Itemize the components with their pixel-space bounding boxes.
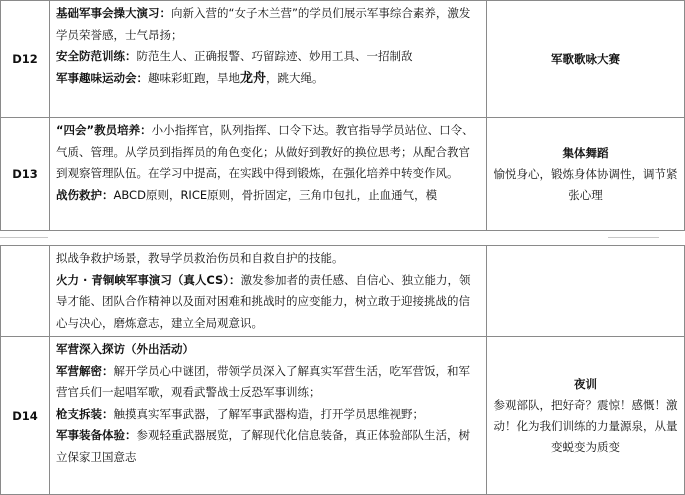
- list-item: [56, 120, 480, 185]
- item-text: ABCD原则，RICE原则，骨折固定，三角巾包扎，止血通气，模: [113, 187, 438, 202]
- page-break-line: [0, 237, 48, 238]
- page-break: [0, 231, 659, 245]
- list-item: [56, 185, 480, 207]
- item-text: 防范生人、正确报警、巧留踪迹、妙用工具、一招制敌: [136, 49, 413, 63]
- list-item: [56, 361, 480, 404]
- day-cell: D14: [1, 337, 50, 495]
- activity-cell: [487, 337, 685, 495]
- page-break-line: [608, 237, 659, 238]
- schedule-page-1: [0, 0, 678, 231]
- item-heading: 战伤救护：: [56, 187, 114, 202]
- schedule-table-page-1: [0, 0, 685, 231]
- item-text: 向新入营的“女子木兰营”的学员们展示军事综合素养，激发学员荣誉感，士气昂扬；: [56, 6, 471, 42]
- list-item: [56, 46, 480, 68]
- list-item: [56, 68, 480, 90]
- content-cell: [50, 1, 487, 118]
- item-text: 拟战争救护场景，教导学员救治伤员和自救自护的技能。: [56, 251, 344, 265]
- item-heading: 基础军事会操大演习：: [56, 6, 171, 20]
- activity-title: 夜训: [574, 376, 597, 391]
- table-row: [1, 246, 685, 337]
- list-item: [56, 248, 480, 270]
- item-heading: 军营深入探访（外出活动）: [56, 342, 194, 356]
- activity-cell: [487, 1, 685, 118]
- item-text-tail: ，跳大绳。: [266, 70, 324, 85]
- table-row: [1, 118, 685, 231]
- item-heading: 火力 · 青铜峡军事演习（真人CS）：: [56, 272, 241, 287]
- item-heading: 枪支拆装：: [56, 406, 114, 421]
- activity-title: 集体舞蹈: [562, 145, 609, 160]
- schedule-page-2: [0, 245, 678, 495]
- item-text: 参观轻重武器展览，了解现代化信息装备，真正体验部队生活，树立保家卫国意志: [56, 428, 470, 464]
- activity-description: 参观部队，把好奇？震惊！感慨！激动！化为我们训练的力量源泉，从量变蜕变为质变: [493, 397, 678, 454]
- item-text: 触摸真实军事武器，了解军事武器构造，打开学员思维视野；: [113, 406, 424, 421]
- item-heading: “四会”教员培养：: [56, 123, 152, 137]
- activity-description: 愉悦身心，锻炼身体协调性，调节紧张心理: [493, 166, 678, 202]
- content-cell: [50, 118, 487, 231]
- schedule-table-page-2: [0, 245, 685, 495]
- item-heading: 军事趣味运动会：: [56, 70, 148, 85]
- item-emphasis: 龙舟: [240, 70, 267, 86]
- list-item: [56, 270, 480, 335]
- list-item: [56, 339, 480, 361]
- list-item: [56, 404, 480, 426]
- activity-cell: [487, 246, 685, 337]
- day-cell: D12: [1, 1, 50, 118]
- list-item: [56, 3, 480, 46]
- item-heading: 安全防范训练：: [56, 49, 137, 63]
- table-row: [1, 1, 685, 118]
- content-cell: [50, 337, 487, 495]
- content-cell: [50, 246, 487, 337]
- table-row: [1, 337, 685, 495]
- day-cell: [1, 246, 50, 337]
- item-text: 小小指挥官，队列指挥、口令下达。教官指导学员站位、口令、气质、管理。从学员到指挥员的角色变化；从做好到教好的换位思考；从配合教官到观察管理队伍。在学习中提高，在实践中得到锻炼，在强化培养中转变作风。: [56, 123, 474, 180]
- item-text: 激发参加者的责任感、自信心、独立能力，领导才能、团队合作精神以及面对困难和挑战时的应变能力，树立敢于迎接挑战的信心与决心，磨炼意志，建立全局观意识。: [56, 272, 471, 330]
- item-heading: 军事装备体验：: [56, 428, 137, 442]
- item-text: 趣味彩虹跑，旱地: [148, 70, 240, 85]
- day-cell: D13: [1, 118, 50, 231]
- activity-title: 军歌歌咏大赛: [551, 51, 620, 66]
- activity-cell: [487, 118, 685, 231]
- item-heading: 军营解密：: [56, 363, 114, 378]
- list-item: [56, 425, 480, 468]
- item-text: 解开学员心中谜团，带领学员深入了解真实军营生活，吃军营饭，和军营官兵们一起唱军歌，观看武警战士反恐军事训练；: [56, 363, 470, 399]
